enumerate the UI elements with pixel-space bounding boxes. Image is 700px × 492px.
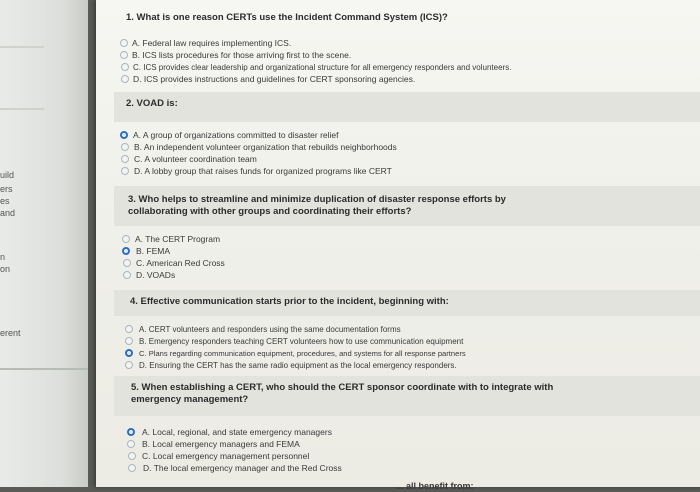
q2-option-a-radio-selected[interactable] <box>120 131 128 139</box>
q1-option-a[interactable]: A. Federal law requires implementing ICS. <box>132 38 292 48</box>
background-text: on <box>0 264 11 274</box>
q5-option-a[interactable]: A. Local, regional, and state emergency managers <box>142 427 332 437</box>
q4-option-a[interactable]: A. CERT volunteers and responders using the same documentation forms <box>139 325 401 334</box>
background-text: es <box>0 196 10 206</box>
quiz-page <box>96 0 700 491</box>
background-text: erent <box>0 328 21 338</box>
question-3-title <box>128 194 506 218</box>
q2-option-d[interactable]: D. A lobby group that raises funds for organized programs like CERT <box>134 166 392 176</box>
question-5-title-line-2: emergency management? <box>131 394 249 405</box>
q1-option-d[interactable]: D. ICS provides instructions and guidelines for CERT sponsoring agencies. <box>133 74 416 84</box>
background-text: ers <box>0 184 13 194</box>
q1-option-b-radio[interactable] <box>120 51 128 59</box>
q3-option-a-radio[interactable] <box>122 235 130 243</box>
q4-option-d-radio[interactable] <box>125 361 133 369</box>
q1-option-c-radio[interactable] <box>121 63 129 71</box>
q4-option-c[interactable]: C. Plans regarding communication equipment, procedures, and systems for all response partners <box>139 349 466 358</box>
q3-option-a[interactable]: A. The CERT Program <box>135 234 221 244</box>
q5-option-d-radio[interactable] <box>128 464 136 472</box>
background-text: uild <box>0 170 15 180</box>
question-4-title: 4. Effective communication starts prior to the incident, beginning with: <box>130 296 449 307</box>
q2-option-c[interactable]: C. A volunteer coordination team <box>134 154 257 164</box>
question-5-title-line-1: 5. When establishing a CERT, who should the CERT sponsor coordinate with to integrate with <box>131 382 554 393</box>
q3-option-d-radio[interactable] <box>123 271 131 279</box>
question-2-title: 2. VOAD is: <box>126 98 178 109</box>
q3-option-c-radio[interactable] <box>123 259 131 267</box>
q5-option-a-radio-selected[interactable] <box>127 428 135 436</box>
q1-option-d-radio[interactable] <box>121 75 129 83</box>
question-3-title-line-2: collaborating with other groups and coordinating their efforts? <box>128 206 412 217</box>
background-text: and <box>0 208 16 218</box>
q1-option-a-radio[interactable] <box>120 39 128 47</box>
q2-option-d-radio[interactable] <box>121 167 129 175</box>
q5-option-b[interactable]: B. Local emergency managers and FEMA <box>142 439 300 449</box>
q2-option-a[interactable]: A. A group of organizations committed to disaster relief <box>133 130 339 140</box>
q1-option-b[interactable]: B. ICS lists procedures for those arriving first to the scene. <box>132 50 352 60</box>
question-1-title: 1. What is one reason CERTs use the Incident Command System (ICS)? <box>126 12 448 23</box>
q4-option-b-radio[interactable] <box>125 337 133 345</box>
question-2-header <box>114 92 700 122</box>
q1-option-c[interactable]: C. ICS provides clear leadership and organizational structure for all emergency responders and volunteers. <box>133 63 512 72</box>
q3-option-b-radio-selected[interactable] <box>122 247 130 255</box>
background-page <box>0 0 88 487</box>
question-5-title <box>131 382 553 406</box>
q3-option-d[interactable]: D. VOADs <box>136 270 176 280</box>
q5-option-c[interactable]: C. Local emergency management personnel <box>142 451 310 461</box>
q4-option-d[interactable]: D. Ensuring the CERT has the same radio equipment as the local emergency responders. <box>139 361 457 370</box>
q4-option-a-radio[interactable] <box>125 325 133 333</box>
q5-option-d[interactable]: D. The local emergency manager and the Red Cross <box>143 463 342 473</box>
question-6-title-partial: ... all benefit from: <box>396 481 474 491</box>
q5-option-c-radio[interactable] <box>128 452 136 460</box>
q4-option-c-radio-selected[interactable] <box>125 349 133 357</box>
q4-option-b[interactable]: B. Emergency responders teaching CERT volunteers how to use communication equipment <box>139 337 464 346</box>
q2-option-c-radio[interactable] <box>121 155 129 163</box>
q2-option-b[interactable]: B. An independent volunteer organization that rebuilds neighborhoods <box>134 142 397 152</box>
q3-option-c[interactable]: C. American Red Cross <box>136 258 225 268</box>
q2-option-b-radio[interactable] <box>121 143 129 151</box>
background-text: n <box>0 252 6 262</box>
question-3-title-line-1: 3. Who helps to streamline and minimize duplication of disaster response efforts by <box>128 194 506 205</box>
q3-option-b[interactable]: B. FEMA <box>136 246 171 256</box>
q5-option-b-radio[interactable] <box>127 440 135 448</box>
